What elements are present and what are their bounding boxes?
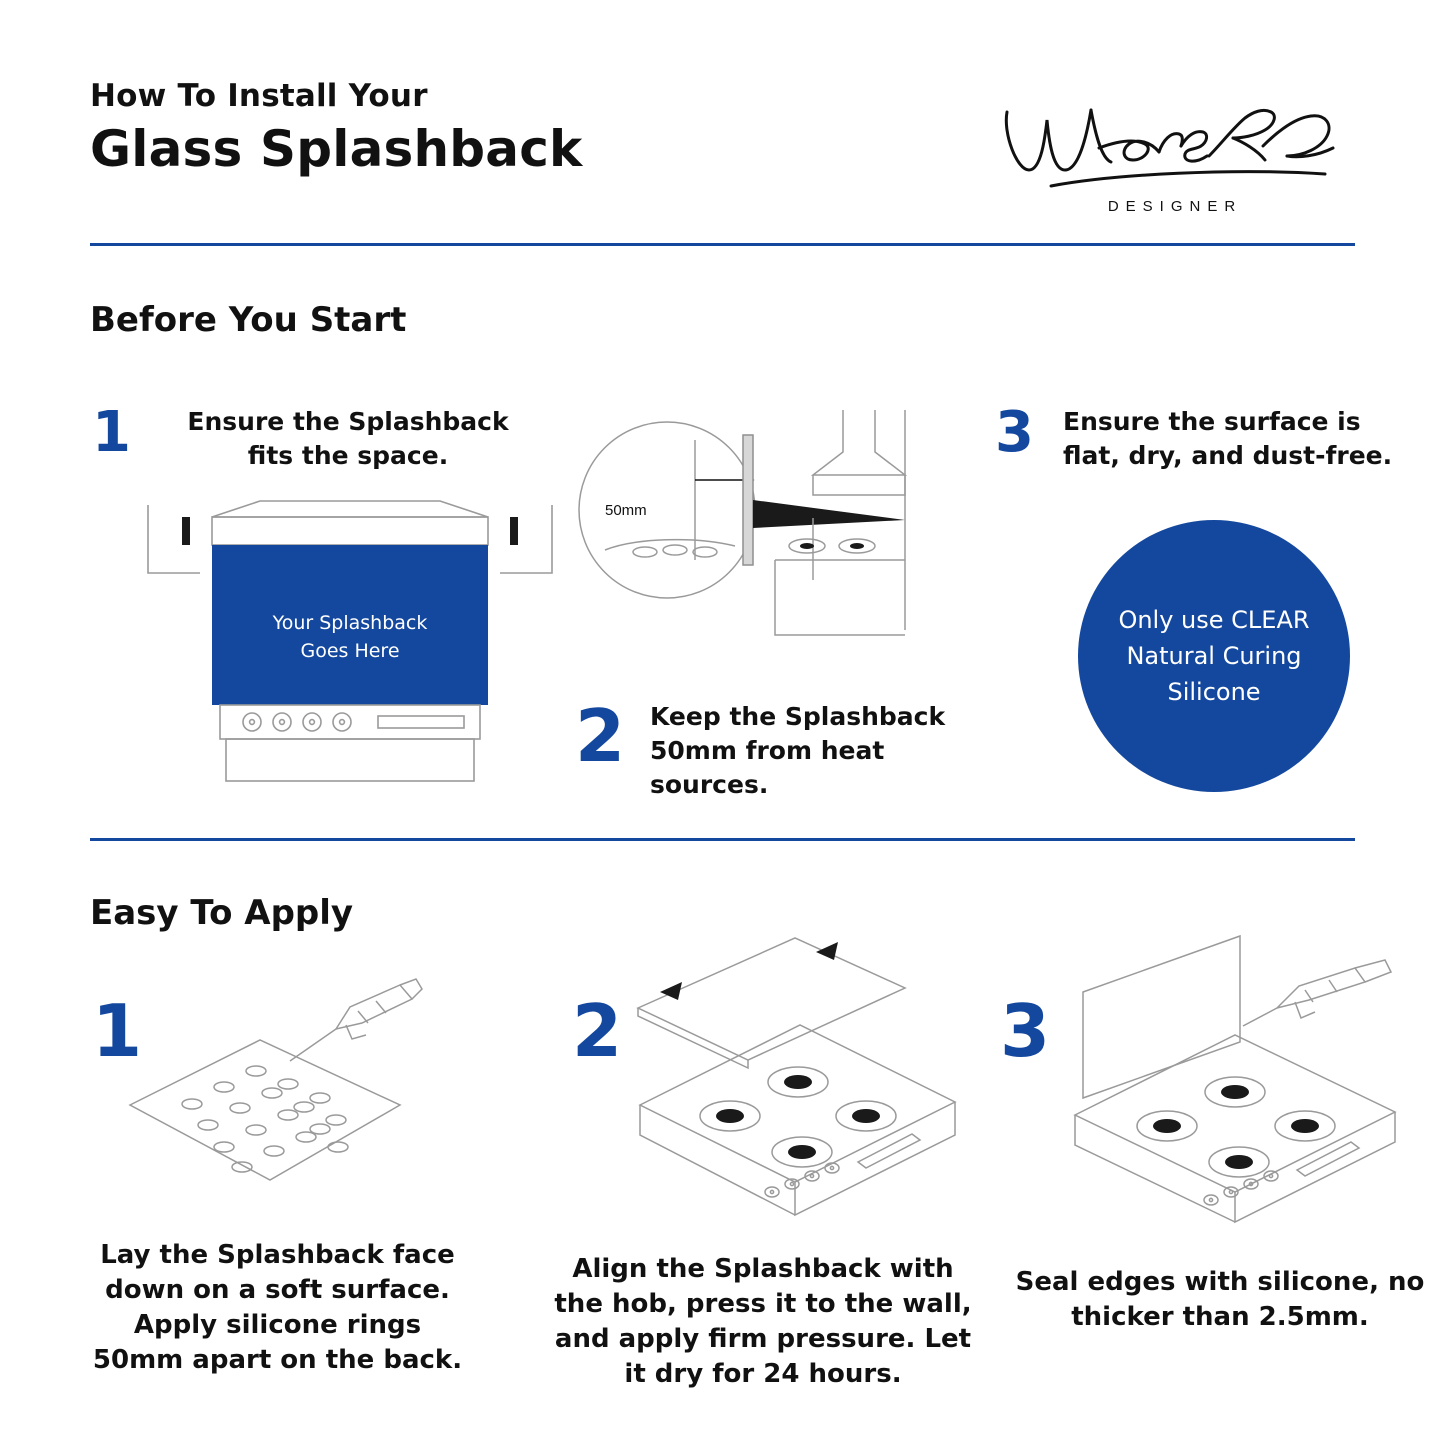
page-header <box>90 78 1355 238</box>
step-text-before-2: Keep the Splashback 50mm from heat sources. <box>650 702 946 799</box>
splashback-placeholder-label: Your Splashback Goes Here <box>272 612 428 662</box>
step-number-apply-2: 2 <box>572 989 623 1073</box>
step-number-apply-1: 1 <box>92 989 143 1073</box>
silicone-note-badge <box>1078 520 1350 792</box>
page-title: Glass Splashback <box>90 120 583 178</box>
divider-middle <box>90 838 1355 841</box>
diagram-seal-edges <box>1055 930 1415 1234</box>
distance-label: 50mm <box>605 502 647 519</box>
step-text-apply-1: Lay the Splashback face down on a soft surface. Apply silicone rings 50mm apart on the back. <box>92 1240 463 1376</box>
section-heading-before: Before You Start <box>90 300 407 340</box>
step-text-apply-2: Align the Splashback with the hob, press it to the wall, and apply firm pressure. Let it dry for 24 hours. <box>554 1254 972 1390</box>
step-number-before-2: 2 <box>575 694 626 778</box>
diagram-heat-clearance <box>575 400 995 694</box>
step-text-apply-3: Seal edges with silicone, no thicker than 2.5mm. <box>1015 1267 1425 1333</box>
diagram-silicone-rings <box>100 965 430 1219</box>
page-subtitle: How To Install Your <box>90 78 428 114</box>
step-text-before-1: Ensure the Splashback fits the space. <box>187 407 509 470</box>
step-number-before-1: 1 <box>92 400 131 465</box>
divider-top <box>90 243 1355 246</box>
brand-role: DESIGNER <box>1107 198 1243 215</box>
diagram-align-hob <box>620 930 970 1234</box>
section-heading-apply: Easy To Apply <box>90 893 354 933</box>
signature-icon <box>995 82 1355 202</box>
step-number-before-3: 3 <box>995 400 1034 465</box>
step-number-apply-3: 3 <box>1000 989 1051 1073</box>
diagram-splashback-fit <box>140 495 560 789</box>
silicone-note-text: Only use CLEAR Natural Curing Silicone <box>1118 606 1310 706</box>
step-text-before-3: Ensure the surface is flat, dry, and dust-free. <box>1063 407 1393 470</box>
brand-logo <box>975 82 1355 232</box>
